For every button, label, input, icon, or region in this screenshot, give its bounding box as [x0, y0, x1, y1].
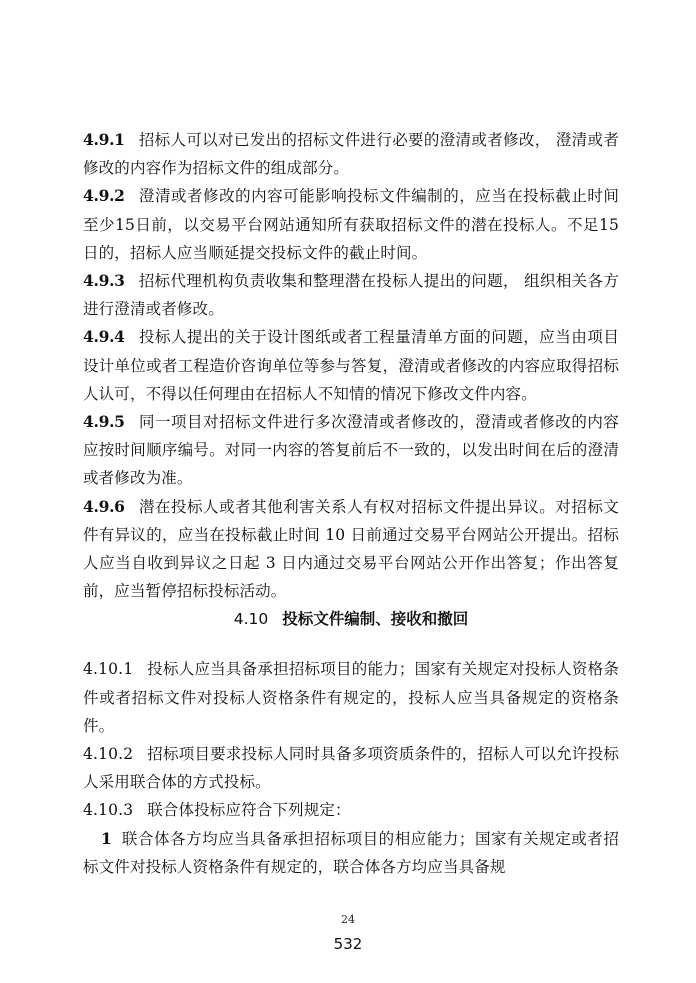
page-number: 24 — [341, 913, 355, 926]
item-number: 1 — [101, 828, 112, 848]
clause-number: 4.9.1 — [83, 130, 125, 149]
clause-number: 4.9.5 — [83, 412, 125, 432]
clause-number: 4.10.3 — [83, 801, 134, 820]
clause-4-9-3 — [83, 267, 619, 323]
clause-4-9-5 — [83, 408, 619, 493]
clause-number: 4.10.2 — [83, 745, 134, 764]
clause-4-10-3 — [83, 796, 619, 824]
clause-4-9-4 — [83, 323, 619, 408]
item-1 — [83, 825, 619, 881]
clause-text: 同一项目对招标文件进行多次澄清或者修改的，澄清或者修改的内容应按时间顺序编号。对同一内容的答复前后不一致的，以发出时间在后的澄清或者修改为准。 — [83, 413, 619, 488]
page-number-total: 532 — [333, 935, 363, 953]
clause-text: 投标人提出的关于设计图纸或者工程量清单方面的问题，应当由项目设计单位或者工程造价咨询单位等参与答复，澄清或者修改的内容应取得招标人认可，不得以任何理由在招标人不知情的情况下修改文件内容。 — [83, 328, 619, 403]
section-number: 4.10 — [233, 610, 269, 629]
clause-number: 4.9.3 — [83, 271, 125, 291]
clause-4-9-6 — [83, 493, 619, 606]
section-title: 投标文件编制、接收和撤回 — [282, 610, 469, 629]
clause-number: 4.9.6 — [83, 496, 125, 516]
clause-number: 4.10.1 — [83, 660, 134, 679]
clause-text: 潜在投标人或者其他利害关系人有权对招标文件提出异议。对招标文件有异议的，应当在投标截止时间 10 日前通过交易平台网站公开提出。招标人应当自收到异议之日起 3 日内通过交易平台网站公开作出答复；作出答复前，应当暂停招标投标活动。 — [83, 497, 619, 601]
clause-4-9-2 — [83, 182, 619, 267]
clause-text: 澄清或者修改的内容可能影响投标文件编制的，应当在投标截止时间至少15日前，以交易平台网站通知所有获取招标文件的潜在投标人。不足15日的，招标人应当顺延提交投标文件的截止时间。 — [83, 187, 619, 262]
clause-text: 投标人应当具备承担招标项目的能力；国家有关规定对投标人资格条件或者招标文件对投标人资格条件有规定的，投标人应当具备规定的资格条件。 — [83, 660, 619, 735]
clause-4-10-1 — [83, 655, 619, 740]
clause-4-10-2 — [83, 740, 619, 796]
clause-text: 联合体投标应符合下列规定： — [147, 801, 351, 820]
clause-number: 4.9.4 — [83, 327, 125, 347]
clause-number: 4.9.2 — [83, 186, 125, 206]
clause-text: 招标项目要求投标人同时具备多项资质条件的，招标人可以允许投标人采用联合体的方式投标。 — [83, 745, 619, 792]
clause-text: 招标代理机构负责收集和整理潜在投标人提出的问题， 组织相关各方进行澄清或者修改。 — [83, 272, 619, 319]
clause-4-9-1 — [83, 126, 619, 182]
section-heading — [83, 605, 619, 633]
document-body — [83, 126, 619, 881]
item-text: 联合体各方均应当具备承担招标项目的相应能力；国家有关规定或者招标文件对投标人资格条件有规定的，联合体各方均应当具备规 — [83, 829, 619, 876]
clause-text: 招标人可以对已发出的招标文件进行必要的澄清或者修改， 澄清或者修改的内容作为招标文件的组成部分。 — [83, 131, 619, 178]
